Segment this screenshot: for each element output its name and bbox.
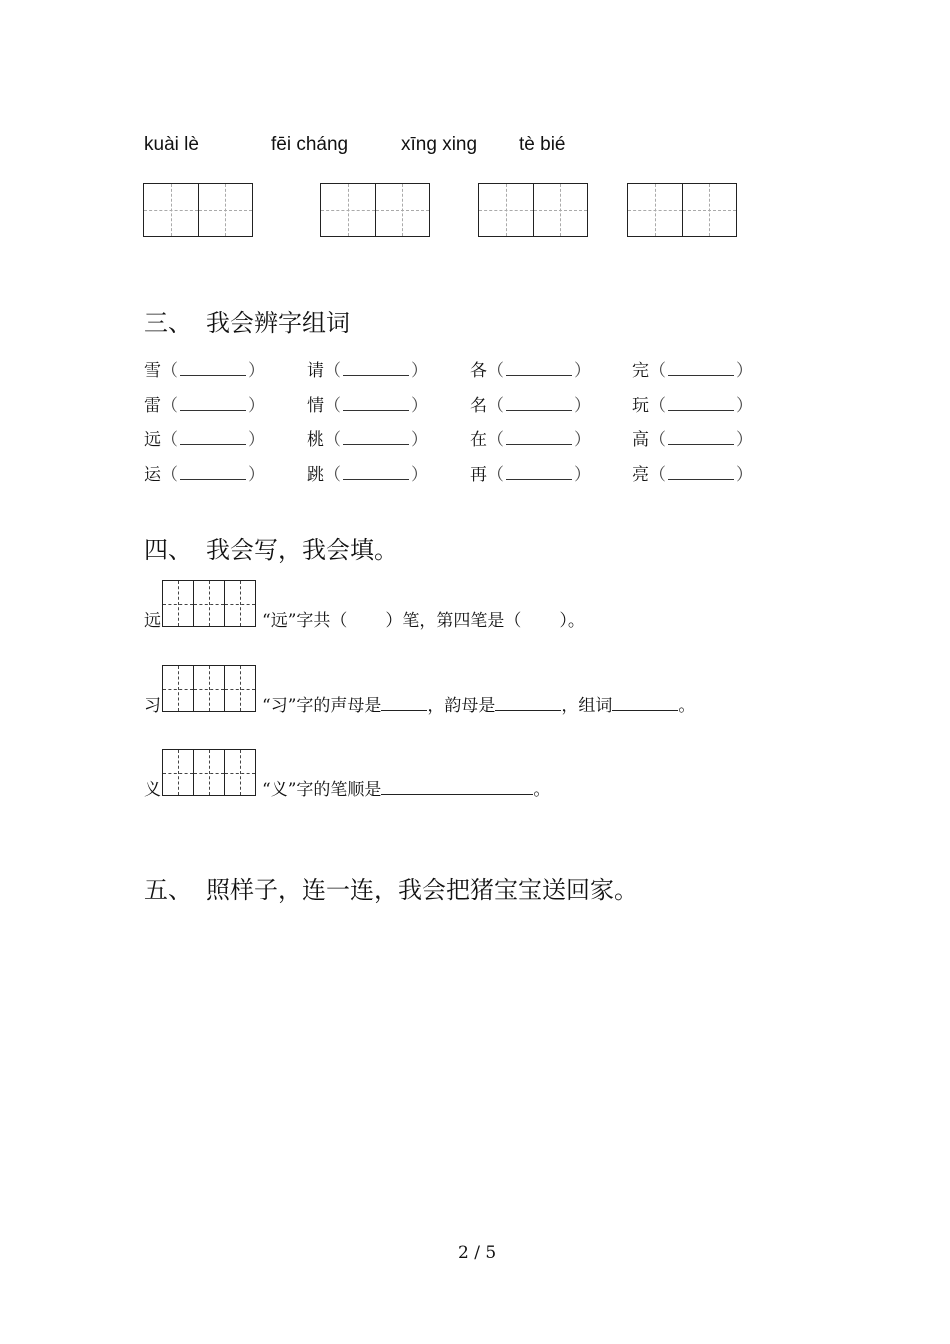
item-char: 完 bbox=[632, 361, 649, 381]
close-paren: ） bbox=[411, 430, 428, 450]
open-paren: （ bbox=[161, 465, 178, 485]
close-paren: ） bbox=[736, 430, 753, 450]
close-paren: ） bbox=[248, 465, 265, 485]
item-char: 雪 bbox=[144, 361, 161, 381]
word-item bbox=[632, 356, 753, 381]
q2-text-2: ，韵母是 bbox=[427, 696, 496, 716]
close-paren: ） bbox=[736, 465, 753, 485]
stroke-grid-2[interactable] bbox=[162, 665, 256, 712]
word-item bbox=[470, 391, 591, 416]
answer-blank[interactable] bbox=[668, 396, 734, 411]
pinyin-xingxing: xīng xing bbox=[401, 134, 478, 155]
section4-number: 四、 bbox=[144, 536, 192, 564]
word-item bbox=[307, 356, 428, 381]
open-paren: （ bbox=[161, 361, 178, 381]
writing-box-3[interactable] bbox=[478, 183, 588, 237]
item-char: 玩 bbox=[632, 396, 649, 416]
answer-blank[interactable] bbox=[668, 465, 734, 480]
answer-blank[interactable] bbox=[343, 430, 409, 445]
q2-text-4: 。 bbox=[678, 696, 696, 716]
question-xi bbox=[144, 691, 161, 716]
section3-title: 我会辨字组词 bbox=[206, 309, 350, 337]
item-char: 远 bbox=[144, 430, 161, 450]
answer-blank[interactable] bbox=[343, 465, 409, 480]
answer-blank[interactable] bbox=[180, 465, 246, 480]
close-paren: ） bbox=[248, 361, 265, 381]
answer-blank[interactable] bbox=[668, 361, 734, 376]
q2-blank-final[interactable] bbox=[495, 696, 561, 711]
stroke-grid-1[interactable] bbox=[162, 580, 256, 627]
page-number: 2 / 5 bbox=[458, 1243, 497, 1263]
answer-blank[interactable] bbox=[180, 430, 246, 445]
section3-heading bbox=[144, 303, 350, 338]
close-paren: ） bbox=[248, 396, 265, 416]
open-paren: （ bbox=[324, 361, 341, 381]
word-item bbox=[307, 391, 428, 416]
char-yuan: 远 bbox=[144, 611, 161, 631]
pinyin-feichang: fēi cháng bbox=[271, 134, 349, 155]
item-char: 雷 bbox=[144, 396, 161, 416]
close-paren: ） bbox=[411, 361, 428, 381]
answer-blank[interactable] bbox=[506, 361, 572, 376]
answer-blank[interactable] bbox=[668, 430, 734, 445]
open-paren: （ bbox=[161, 430, 178, 450]
section5-number: 五、 bbox=[144, 876, 192, 904]
q2-text-1: “习”字的声母是 bbox=[262, 696, 382, 716]
question-yuan bbox=[144, 606, 161, 631]
word-item bbox=[470, 356, 591, 381]
close-paren: ） bbox=[574, 396, 591, 416]
word-item bbox=[632, 425, 753, 450]
section4-title: 我会写，我会填。 bbox=[206, 536, 398, 564]
item-char: 亮 bbox=[632, 465, 649, 485]
close-paren: ） bbox=[411, 396, 428, 416]
question-xi-text bbox=[262, 691, 695, 716]
open-paren: （ bbox=[324, 465, 341, 485]
answer-blank[interactable] bbox=[506, 465, 572, 480]
open-paren: （ bbox=[487, 465, 504, 485]
answer-blank[interactable] bbox=[343, 361, 409, 376]
q2-blank-word[interactable] bbox=[612, 696, 678, 711]
open-paren: （ bbox=[649, 430, 666, 450]
pinyin-tebie: tè bié bbox=[519, 134, 566, 155]
q3-text-1: “义”字的笔顺是 bbox=[262, 780, 382, 800]
open-paren: （ bbox=[487, 430, 504, 450]
q1-text-1: “远”字共（ bbox=[262, 611, 348, 631]
writing-box-1[interactable] bbox=[143, 183, 253, 237]
word-item bbox=[632, 460, 753, 485]
word-item bbox=[632, 391, 753, 416]
open-paren: （ bbox=[324, 396, 341, 416]
item-char: 再 bbox=[470, 465, 487, 485]
writing-box-2[interactable] bbox=[320, 183, 430, 237]
close-paren: ） bbox=[574, 465, 591, 485]
section4-heading bbox=[144, 530, 398, 565]
q3-blank-stroke-order[interactable] bbox=[381, 780, 533, 795]
close-paren: ） bbox=[248, 430, 265, 450]
answer-blank[interactable] bbox=[506, 396, 572, 411]
close-paren: ） bbox=[736, 361, 753, 381]
close-paren: ） bbox=[574, 430, 591, 450]
item-char: 名 bbox=[470, 396, 487, 416]
word-item bbox=[470, 460, 591, 485]
open-paren: （ bbox=[324, 430, 341, 450]
writing-box-4[interactable] bbox=[627, 183, 737, 237]
section5-heading bbox=[144, 870, 638, 905]
q3-text-2: 。 bbox=[533, 780, 551, 800]
open-paren: （ bbox=[487, 361, 504, 381]
word-item bbox=[307, 460, 428, 485]
word-item bbox=[144, 460, 265, 485]
word-item bbox=[144, 356, 265, 381]
q2-text-3: ，组词 bbox=[561, 696, 613, 716]
word-item bbox=[307, 425, 428, 450]
item-char: 各 bbox=[470, 361, 487, 381]
open-paren: （ bbox=[161, 396, 178, 416]
item-char: 运 bbox=[144, 465, 161, 485]
stroke-grid-3[interactable] bbox=[162, 749, 256, 796]
item-char: 桃 bbox=[307, 430, 324, 450]
open-paren: （ bbox=[649, 396, 666, 416]
word-item bbox=[144, 425, 265, 450]
close-paren: ） bbox=[411, 465, 428, 485]
item-char: 在 bbox=[470, 430, 487, 450]
section5-title: 照样子，连一连，我会把猪宝宝送回家。 bbox=[206, 876, 638, 904]
answer-blank[interactable] bbox=[506, 430, 572, 445]
q1-text-3: ）。 bbox=[559, 611, 585, 631]
item-char: 高 bbox=[632, 430, 649, 450]
char-xi: 习 bbox=[144, 696, 161, 716]
open-paren: （ bbox=[649, 465, 666, 485]
answer-blank[interactable] bbox=[180, 396, 246, 411]
q1-text-2: ）笔，第四笔是（ bbox=[385, 611, 522, 631]
char-yi: 义 bbox=[144, 780, 161, 800]
word-item bbox=[144, 391, 265, 416]
q2-blank-initial[interactable] bbox=[381, 696, 427, 711]
item-char: 情 bbox=[307, 396, 324, 416]
question-yi bbox=[144, 775, 161, 800]
open-paren: （ bbox=[649, 361, 666, 381]
answer-blank[interactable] bbox=[343, 396, 409, 411]
word-item bbox=[470, 425, 591, 450]
item-char: 请 bbox=[307, 361, 324, 381]
close-paren: ） bbox=[574, 361, 591, 381]
section3-number: 三、 bbox=[144, 309, 192, 337]
open-paren: （ bbox=[487, 396, 504, 416]
question-yuan-text bbox=[262, 606, 585, 631]
close-paren: ） bbox=[736, 396, 753, 416]
pinyin-kuaile: kuài lè bbox=[144, 134, 199, 155]
answer-blank[interactable] bbox=[180, 361, 246, 376]
item-char: 跳 bbox=[307, 465, 324, 485]
question-yi-text bbox=[262, 775, 550, 800]
